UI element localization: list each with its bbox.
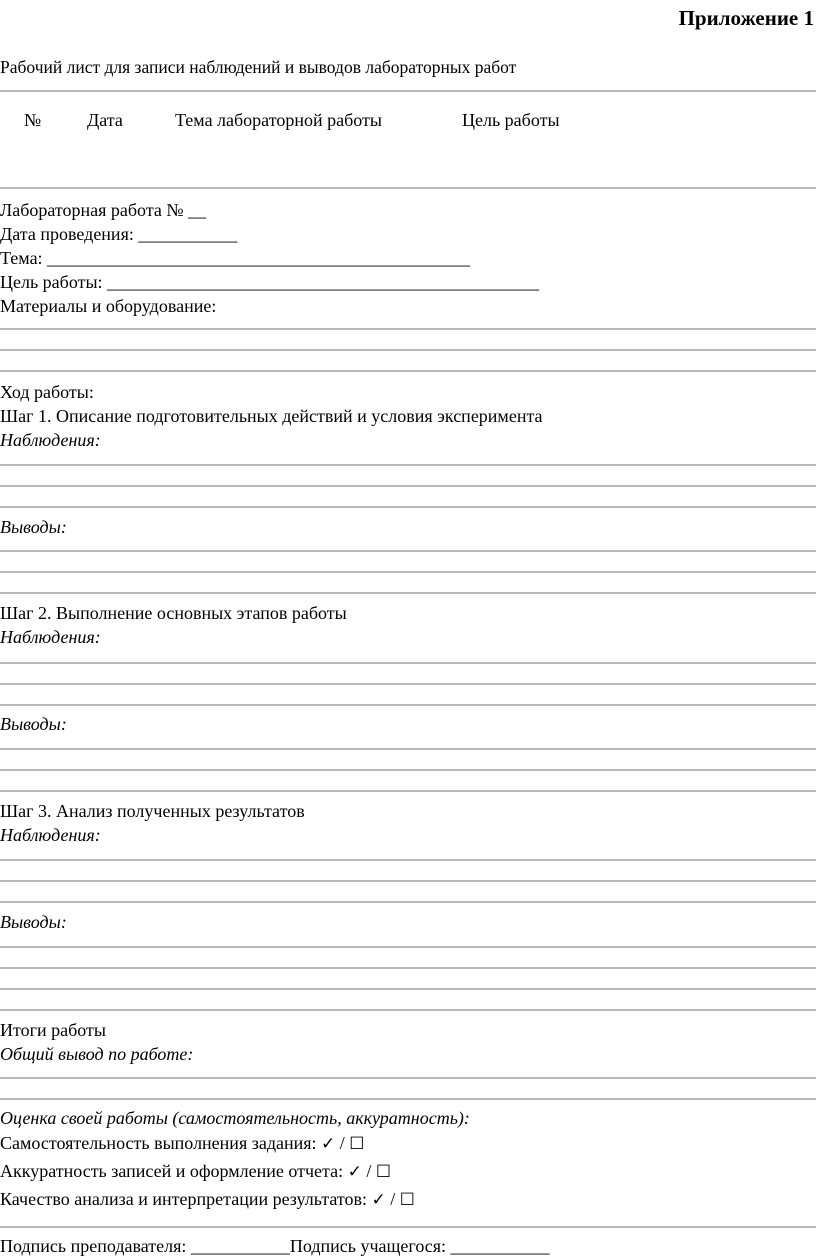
criterion-label: Аккуратность записей и оформление отчета: — [0, 1161, 344, 1181]
checkbox-icon[interactable]: ☐ — [349, 1134, 365, 1154]
writing-line[interactable] — [0, 370, 816, 372]
criterion-analysis — [0, 1188, 415, 1211]
divider — [0, 1226, 816, 1228]
checkbox-icon[interactable]: ☐ — [375, 1162, 392, 1182]
writing-line[interactable] — [0, 880, 816, 882]
step-1-title: Шаг 1. Описание подготовительных действий и условия эксперимента — [0, 406, 543, 426]
self-assessment-label: Оценка своей работы (самостоятельность, аккуратность): — [0, 1108, 470, 1128]
separator: / — [366, 1161, 372, 1181]
check-mark-icon[interactable]: ✓ — [347, 1162, 362, 1182]
divider — [0, 187, 816, 189]
writing-line[interactable] — [0, 1077, 816, 1079]
step-1-observations-label: Наблюдения: — [0, 430, 101, 450]
lab-date-field[interactable]: Дата проведения: ___________ — [0, 224, 238, 244]
writing-line[interactable] — [0, 748, 816, 750]
step-2-title: Шаг 2. Выполнение основных этапов работы — [0, 603, 347, 623]
writing-line[interactable] — [0, 704, 816, 706]
separator: / — [339, 1133, 345, 1153]
writing-line[interactable] — [0, 662, 816, 664]
worksheet-title: Рабочий лист для записи наблюдений и выводов лабораторных работ — [0, 57, 517, 77]
check-mark-icon[interactable]: ✓ — [371, 1190, 386, 1210]
writing-line[interactable] — [0, 859, 816, 861]
step-3-observations-label: Наблюдения: — [0, 825, 101, 845]
criterion-independence — [0, 1132, 365, 1155]
divider — [0, 90, 816, 92]
check-mark-icon[interactable]: ✓ — [321, 1134, 336, 1154]
writing-line[interactable] — [0, 946, 816, 948]
writing-line[interactable] — [0, 328, 816, 330]
writing-line[interactable] — [0, 790, 816, 792]
writing-line[interactable] — [0, 901, 816, 903]
appendix-label: Приложение 1 — [678, 6, 814, 30]
criterion-label: Самостоятельность выполнения задания: — [0, 1133, 317, 1153]
student-signature-field[interactable]: Подпись учащегося: ___________ — [289, 1236, 550, 1256]
step-3-conclusions-label: Выводы: — [0, 912, 67, 932]
materials-label: Материалы и оборудование: — [0, 296, 217, 316]
writing-line[interactable] — [0, 571, 816, 573]
writing-line[interactable] — [0, 506, 816, 508]
criterion-accuracy — [0, 1160, 391, 1183]
step-1-conclusions-label: Выводы: — [0, 517, 67, 537]
writing-line[interactable] — [0, 592, 816, 594]
criterion-label: Качество анализа и интерпретации результатов: — [0, 1189, 367, 1209]
column-header-goal: Цель работы — [462, 110, 560, 130]
lab-number-field[interactable]: Лабораторная работа № __ — [0, 200, 207, 220]
writing-line[interactable] — [0, 464, 816, 466]
writing-line[interactable] — [0, 967, 816, 969]
column-header-topic: Тема лабораторной работы — [175, 110, 382, 130]
writing-line[interactable] — [0, 485, 816, 487]
step-3-title: Шаг 3. Анализ полученных результатов — [0, 801, 305, 821]
column-header-date: Дата — [87, 110, 123, 130]
writing-line[interactable] — [0, 349, 816, 351]
writing-line[interactable] — [0, 1098, 816, 1100]
writing-line[interactable] — [0, 683, 816, 685]
writing-line[interactable] — [0, 1009, 816, 1011]
checkbox-icon[interactable]: ☐ — [399, 1190, 416, 1210]
procedure-title: Ход работы: — [0, 382, 94, 402]
writing-line[interactable] — [0, 550, 816, 552]
step-2-conclusions-label: Выводы: — [0, 714, 67, 734]
writing-line[interactable] — [0, 769, 816, 771]
signatures-line — [0, 1235, 550, 1257]
lab-goal-field[interactable]: Цель работы: ________________________________________________ — [0, 272, 540, 292]
lab-topic-field[interactable]: Тема: _______________________________________________ — [0, 248, 471, 268]
writing-line[interactable] — [0, 988, 816, 990]
column-header-number: № — [24, 110, 42, 130]
results-title: Итоги работы — [0, 1020, 107, 1040]
step-2-observations-label: Наблюдения: — [0, 627, 101, 647]
separator: / — [390, 1189, 396, 1209]
teacher-signature-field[interactable]: Подпись преподавателя: ___________ — [0, 1236, 290, 1256]
general-conclusion-label: Общий вывод по работе: — [0, 1044, 194, 1064]
